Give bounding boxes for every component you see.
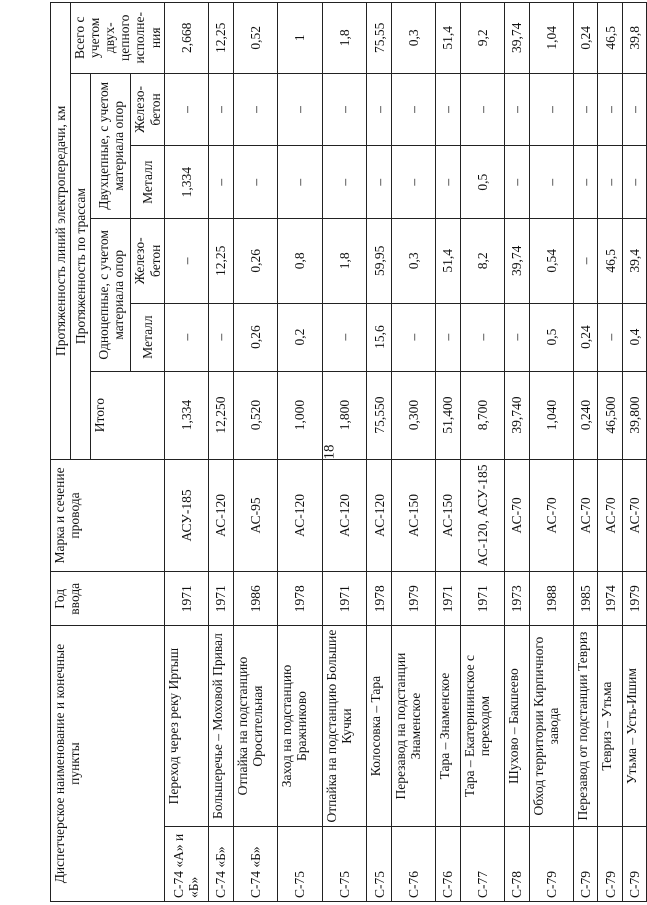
cell-single-metal: – xyxy=(391,303,436,371)
cell-year: 1974 xyxy=(598,572,622,626)
cell-name: Перезавод от подстанции Тевриз xyxy=(574,626,598,827)
cell-year: 1971 xyxy=(436,572,460,626)
cell-code: С-79 xyxy=(574,826,598,901)
cell-double-concrete: – xyxy=(391,73,436,146)
cell-code: С-76 xyxy=(436,826,460,901)
cell-name: Большеречье – Моховой Привал xyxy=(209,626,233,827)
table-row xyxy=(278,3,323,902)
cell-single-concrete: 0,26 xyxy=(233,219,278,303)
cell-total: 12,250 xyxy=(209,371,233,459)
table-header xyxy=(51,3,165,902)
cell-single-concrete: 0,54 xyxy=(529,219,574,303)
cell-double-concrete: – xyxy=(164,73,209,146)
cell-total: 39,740 xyxy=(505,371,529,459)
cell-year: 1971 xyxy=(460,572,505,626)
cell-single-concrete: – xyxy=(574,219,598,303)
cell-year: 1985 xyxy=(574,572,598,626)
cell-name: Заход на подстанцию Бражниково xyxy=(278,626,323,827)
table-row xyxy=(322,3,367,902)
cell-grand-total: 46,5 xyxy=(598,3,622,74)
cell-code: С-77 xyxy=(460,826,505,901)
power-lines-table xyxy=(50,2,647,902)
header-total-all: Всего с учетом двух-цепного исполне-ния xyxy=(71,3,165,74)
cell-double-metal: – xyxy=(367,146,391,219)
cell-double-metal: – xyxy=(209,146,233,219)
cell-double-metal: – xyxy=(322,146,367,219)
cell-wire: АС-120 xyxy=(367,459,391,572)
cell-code: С-74 «Б» xyxy=(233,826,278,901)
cell-wire: АС-120 xyxy=(278,459,323,572)
cell-grand-total: 12,25 xyxy=(209,3,233,74)
cell-single-metal: – xyxy=(164,303,209,371)
cell-grand-total: 39,8 xyxy=(622,3,646,74)
cell-single-concrete: 12,25 xyxy=(209,219,233,303)
cell-wire: АС-70 xyxy=(574,459,598,572)
cell-wire: АС-120, АСУ-185 xyxy=(460,459,505,572)
cell-double-metal: – xyxy=(278,146,323,219)
cell-double-metal: 0,5 xyxy=(460,146,505,219)
cell-wire: АСУ-185 xyxy=(164,459,209,572)
cell-wire: АС-70 xyxy=(622,459,646,572)
cell-total: 1,000 xyxy=(278,371,323,459)
cell-wire: АС-150 xyxy=(436,459,460,572)
cell-grand-total: 1,8 xyxy=(322,3,367,74)
cell-single-metal: – xyxy=(436,303,460,371)
cell-name: Отпайка на подстанцию Оросительная xyxy=(233,626,278,827)
cell-total: 46,500 xyxy=(598,371,622,459)
table-row xyxy=(391,3,436,902)
cell-wire: АС-70 xyxy=(598,459,622,572)
cell-code: С-75 xyxy=(367,826,391,901)
cell-code: С-76 xyxy=(391,826,436,901)
cell-grand-total: 0,3 xyxy=(391,3,436,74)
cell-single-concrete: 39,4 xyxy=(622,219,646,303)
cell-total: 51,400 xyxy=(436,371,460,459)
cell-code: С-79 xyxy=(529,826,574,901)
cell-grand-total: 75,55 xyxy=(367,3,391,74)
cell-single-metal: – xyxy=(598,303,622,371)
cell-name: Обход территории Кирпичного завода xyxy=(529,626,574,827)
table-row xyxy=(598,3,622,902)
page-number: 18 xyxy=(321,444,338,460)
cell-name: Переход через реку Иртыш xyxy=(164,626,209,827)
cell-year: 1988 xyxy=(529,572,574,626)
cell-single-metal: 0,24 xyxy=(574,303,598,371)
cell-total: 0,240 xyxy=(574,371,598,459)
cell-single-metal: – xyxy=(505,303,529,371)
cell-double-metal: – xyxy=(622,146,646,219)
cell-double-metal: – xyxy=(391,146,436,219)
header-total: Итого xyxy=(91,371,165,459)
cell-year: 1971 xyxy=(209,572,233,626)
cell-name: Тара – Екатерининское с переходом xyxy=(460,626,505,827)
cell-single-metal: – xyxy=(322,303,367,371)
cell-code: С-79 xyxy=(622,826,646,901)
cell-code: С-75 xyxy=(278,826,323,901)
table-row xyxy=(529,3,574,902)
cell-wire: АС-70 xyxy=(529,459,574,572)
cell-wire: АС-120 xyxy=(209,459,233,572)
table-row xyxy=(436,3,460,902)
cell-single-metal: – xyxy=(460,303,505,371)
cell-single-concrete: – xyxy=(164,219,209,303)
cell-double-metal: – xyxy=(529,146,574,219)
cell-wire: АС-70 xyxy=(505,459,529,572)
cell-grand-total: 0,24 xyxy=(574,3,598,74)
cell-code: С-74 «А» и «Б» xyxy=(164,826,209,901)
header-double-concrete: Железо-бетон xyxy=(131,73,164,146)
cell-double-metal: – xyxy=(505,146,529,219)
cell-double-concrete: – xyxy=(529,73,574,146)
cell-year: 1978 xyxy=(367,572,391,626)
cell-double-concrete: – xyxy=(436,73,460,146)
cell-year: 1971 xyxy=(164,572,209,626)
cell-total: 8,700 xyxy=(460,371,505,459)
cell-year: 1978 xyxy=(278,572,323,626)
cell-grand-total: 39,74 xyxy=(505,3,529,74)
cell-wire: АС-120 xyxy=(322,459,367,572)
cell-double-concrete: – xyxy=(322,73,367,146)
cell-double-metal: – xyxy=(436,146,460,219)
cell-grand-total: 1 xyxy=(278,3,323,74)
cell-name: Тевриз – Утьма xyxy=(598,626,622,827)
table-row xyxy=(460,3,505,902)
cell-single-metal: 0,26 xyxy=(233,303,278,371)
table-row xyxy=(574,3,598,902)
cell-double-concrete: – xyxy=(505,73,529,146)
table-row xyxy=(233,3,278,902)
cell-single-concrete: 39,74 xyxy=(505,219,529,303)
cell-single-concrete: 51,4 xyxy=(436,219,460,303)
cell-double-metal: – xyxy=(574,146,598,219)
table-row xyxy=(164,3,209,902)
cell-single-metal: 15,6 xyxy=(367,303,391,371)
cell-wire: АС-95 xyxy=(233,459,278,572)
header-wire: Марка и сечение провода xyxy=(51,459,165,572)
header-by-routes: Протяженность по трассам xyxy=(71,73,91,459)
cell-name: Утьма – Усть-Ишим xyxy=(622,626,646,827)
cell-year: 1979 xyxy=(622,572,646,626)
cell-grand-total: 1,04 xyxy=(529,3,574,74)
cell-single-concrete: 59,95 xyxy=(367,219,391,303)
table-body xyxy=(164,3,647,902)
cell-total: 39,800 xyxy=(622,371,646,459)
cell-name: Колосовка – Тара xyxy=(367,626,391,827)
cell-name: Тара – Знаменское xyxy=(436,626,460,827)
table-row xyxy=(622,3,646,902)
cell-double-concrete: – xyxy=(278,73,323,146)
cell-grand-total: 2,668 xyxy=(164,3,209,74)
cell-total: 0,520 xyxy=(233,371,278,459)
header-single-concrete: Железо-бетон xyxy=(131,219,164,303)
cell-double-concrete: – xyxy=(367,73,391,146)
cell-name: Шухово – Бакшеево xyxy=(505,626,529,827)
cell-total: 1,334 xyxy=(164,371,209,459)
cell-single-metal: 0,2 xyxy=(278,303,323,371)
cell-double-metal: – xyxy=(233,146,278,219)
header-length: Протяженность линий электропередачи, км xyxy=(51,3,71,460)
cell-single-concrete: 0,3 xyxy=(391,219,436,303)
cell-total: 75,550 xyxy=(367,371,391,459)
cell-grand-total: 0,52 xyxy=(233,3,278,74)
cell-year: 1971 xyxy=(322,572,367,626)
cell-double-concrete: – xyxy=(460,73,505,146)
cell-wire: АС-150 xyxy=(391,459,436,572)
cell-code: С-74 «Б» xyxy=(209,826,233,901)
cell-single-metal: 0,4 xyxy=(622,303,646,371)
cell-code: С-78 xyxy=(505,826,529,901)
cell-single-concrete: 8,2 xyxy=(460,219,505,303)
cell-total: 1,800 xyxy=(322,371,367,459)
header-double-metal: Металл xyxy=(131,146,164,219)
cell-double-metal: – xyxy=(598,146,622,219)
cell-double-concrete: – xyxy=(209,73,233,146)
cell-code: С-75 xyxy=(322,826,367,901)
cell-name: Отпайка на подстанцию Большие Кучки xyxy=(322,626,367,827)
cell-single-metal: 0,5 xyxy=(529,303,574,371)
table-row xyxy=(367,3,391,902)
header-dispatch: Диспетчерское наименование и конечные пункты xyxy=(51,626,165,902)
header-double: Двухцепные, с учетом материала опор xyxy=(91,73,131,219)
cell-name: Перезавод на подстанции Знаменское xyxy=(391,626,436,827)
cell-double-concrete: – xyxy=(574,73,598,146)
cell-double-metal: 1,334 xyxy=(164,146,209,219)
cell-total: 0,300 xyxy=(391,371,436,459)
cell-double-concrete: – xyxy=(598,73,622,146)
cell-total: 1,040 xyxy=(529,371,574,459)
cell-year: 1986 xyxy=(233,572,278,626)
cell-year: 1973 xyxy=(505,572,529,626)
cell-single-concrete: 1,8 xyxy=(322,219,367,303)
cell-single-concrete: 0,8 xyxy=(278,219,323,303)
cell-year: 1979 xyxy=(391,572,436,626)
cell-code: С-79 xyxy=(598,826,622,901)
table-row xyxy=(209,3,233,902)
header-year: Год ввода xyxy=(51,572,165,626)
cell-grand-total: 9,2 xyxy=(460,3,505,74)
cell-single-concrete: 46,5 xyxy=(598,219,622,303)
cell-grand-total: 51,4 xyxy=(436,3,460,74)
header-single: Одноцепные, с учетом материала опор xyxy=(91,219,131,372)
rotated-page xyxy=(50,2,640,902)
header-single-metal: Металл xyxy=(131,303,164,371)
cell-single-metal: – xyxy=(209,303,233,371)
cell-double-concrete: – xyxy=(233,73,278,146)
table-row xyxy=(505,3,529,902)
cell-double-concrete: – xyxy=(622,73,646,146)
